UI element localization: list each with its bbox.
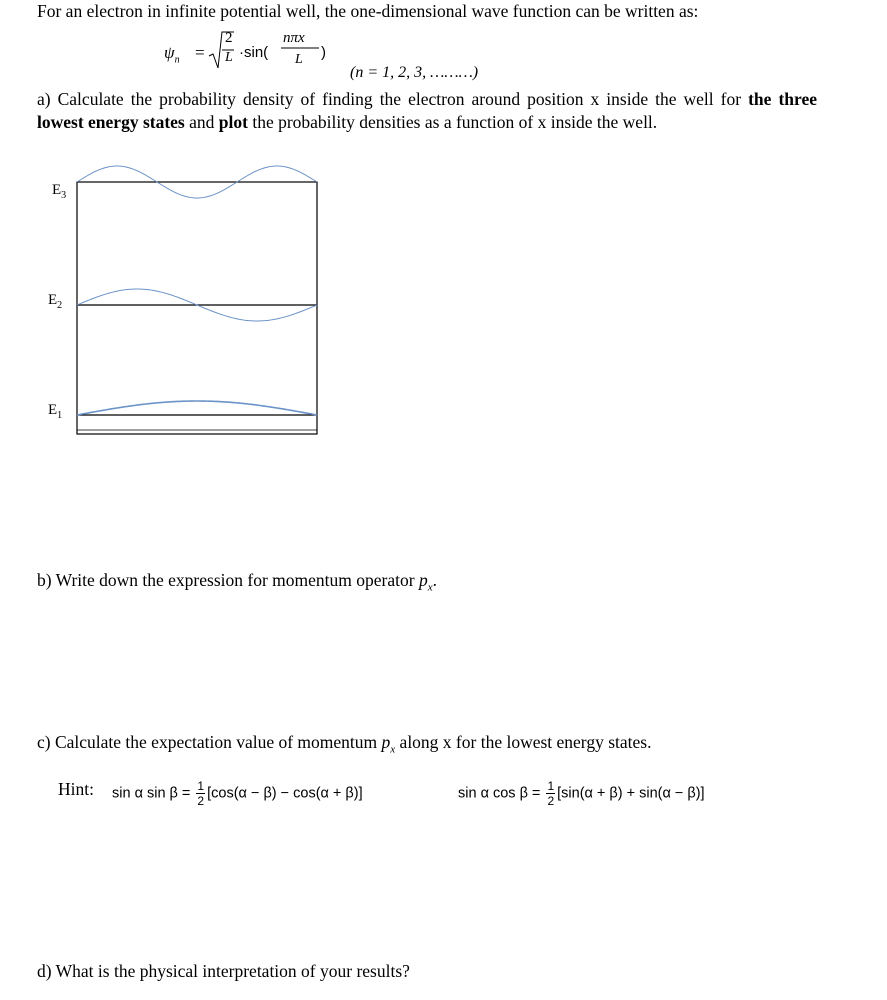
hint-block [58, 768, 818, 808]
well-box [77, 182, 317, 434]
n-range: (n = 1, 2, 3, ………) [350, 64, 479, 81]
part-a-text: a) Calculate the probability density of finding the electron around position x inside the well for the three lowest energy states and plot the probability densities as a function of x inside the well. [37, 89, 818, 132]
wave-function-equation [150, 28, 530, 84]
energy-level-diagram [40, 160, 330, 440]
hint-label: Hint: [58, 779, 94, 799]
sqrt-denominator: L [225, 50, 233, 65]
psi-symbol: $\psi_n$ [164, 43, 180, 66]
intro-text: For an electron in infinite potential well, the one-dimensional wave function can be written as: [37, 1, 699, 21]
wavefunction-e1 [77, 401, 317, 415]
part-d-text: d) What is the physical interpretation of your results? [37, 961, 410, 981]
equals-sign: = [195, 43, 205, 62]
part-b-text: b) Write down the expression for momentum operator $p_x$. [37, 570, 437, 594]
well-plot [40, 160, 330, 440]
level-label-e3: $E_3$ [52, 182, 67, 201]
close-paren: ) [321, 44, 326, 61]
sin-label: ·sin( [239, 44, 269, 61]
part-c-text: c) Calculate the expectation value of momentum $p_x$ along x for the lowest energy states. [37, 732, 652, 756]
hint-formula-2: sin α cos β = $\frac{1}{2}$ [sin(α + β) + sin(α − β)] [458, 779, 705, 808]
argument-denominator: L [295, 52, 303, 67]
sqrt-numerator: 2 [225, 30, 233, 46]
level-label-e1: $E_1$ [48, 402, 63, 421]
argument-numerator: nπx [283, 30, 305, 46]
level-label-e2: $E_2$ [48, 292, 63, 311]
hint-formula-1: sin α sin β = $\frac{1}{2}$ [cos(α − β) − cos(α + β)] [112, 779, 363, 808]
